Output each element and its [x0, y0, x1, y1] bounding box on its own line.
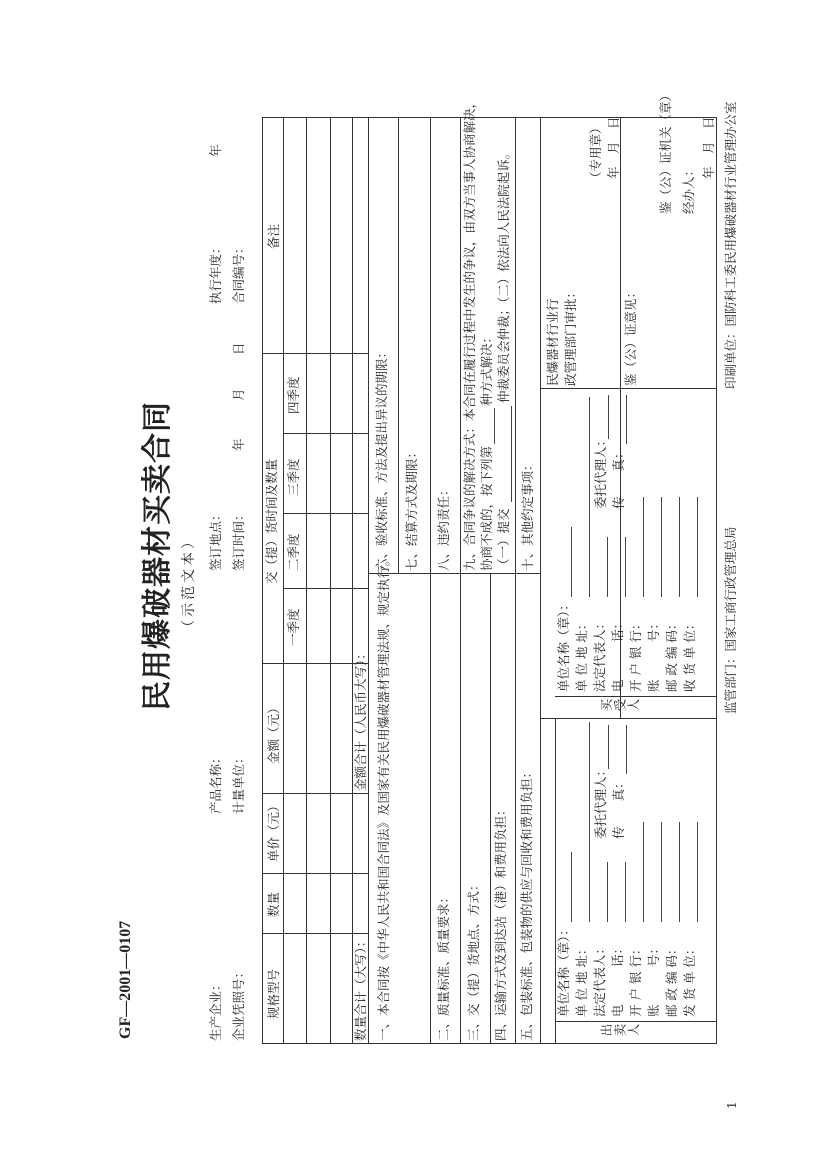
clause-4: 四、运输方式及到达站（港）和费用负担：	[493, 803, 508, 1041]
unit-label: 计量单位：	[231, 751, 246, 814]
clause-6: 六、验收标准、方法及提出异议的期限：	[374, 345, 389, 571]
col-remark: 备注	[266, 223, 281, 249]
seller-field-line	[571, 852, 572, 922]
clause-9-line-2a: 协商不成的，按下列第	[479, 445, 494, 571]
producer-label: 生产企业：	[208, 978, 223, 1041]
footer-supervisor: 监管部门：国家工商行政管理总局	[723, 526, 738, 714]
sign-place-label: 签订地点：	[208, 508, 223, 571]
buyer-field-line	[643, 497, 644, 597]
seller-field-label: 单位名称（章）：	[556, 923, 571, 1017]
buyer-field-label: 邮 政 编 码：	[664, 617, 679, 692]
seller-field-label: 电 话：	[610, 941, 625, 1017]
qty-total-label: 数量合计（大写）：	[353, 934, 368, 1041]
seller-field-line	[607, 862, 608, 922]
col-q4: 四季度	[286, 376, 301, 414]
sign-day: 日	[231, 342, 246, 355]
col-price: 单价（元）	[266, 799, 281, 862]
col-q1: 一季度	[286, 608, 301, 646]
verify-title: 鉴（公）证意见：	[623, 285, 638, 386]
buyer-label: 买受人	[600, 698, 641, 713]
buyer-field-line	[607, 537, 608, 597]
approval-line-2: 政管理部门审批：	[563, 285, 578, 386]
col-amount: 金额（元）	[266, 701, 281, 764]
clause-9-line-3a: （一）提交	[496, 508, 511, 571]
seller-field-line	[625, 862, 626, 922]
seller-field-label: 邮 政 编 码：	[664, 942, 679, 1017]
footer-printer: 印刷单位：国防科工委民用爆破器材行业管理办公室	[723, 101, 738, 389]
buyer-field-label: 单位名称（章）：	[556, 598, 571, 692]
seller-label: 出卖人	[600, 1023, 641, 1038]
clause-3: 三、交（提）货地点、方式：	[466, 878, 481, 1041]
buyer-field-label: 单 位 地 址：	[574, 617, 589, 692]
sign-month: 月	[231, 388, 246, 401]
verify-seal: 鉴（公）证机关（章）	[658, 88, 673, 214]
col-spec: 规格型号	[266, 968, 281, 1019]
seller-field-line	[589, 722, 590, 922]
buyer-field-label: 开 户 银 行：	[628, 617, 643, 692]
approval-date: 年 月 日	[606, 116, 621, 179]
license-label: 企业凭照号：	[231, 965, 246, 1041]
seller-field-line	[643, 822, 644, 922]
buyer-field-label: 收 货 单 位：	[682, 617, 697, 692]
page-title: 民用爆破器材买卖合同	[140, 401, 175, 711]
seller-field-line	[697, 822, 698, 922]
buyer-field-line	[589, 397, 590, 597]
buyer-field-label: 账 号：	[646, 616, 661, 692]
buyer-field-line	[697, 497, 698, 597]
exec-year-suffix: 年	[208, 144, 223, 157]
seller-field-label: 开 户 银 行：	[628, 942, 643, 1017]
clause-7: 七、结算方式及期限：	[404, 445, 419, 571]
seller-field-label: 单 位 地 址：	[574, 942, 589, 1017]
page-number: 1	[725, 1101, 739, 1109]
buyer-field-line	[679, 497, 680, 597]
buyer-field-line	[571, 527, 572, 597]
seller-field-label: 法定代表人：	[592, 941, 607, 1017]
buyer-field-label: 电 话：	[610, 616, 625, 692]
buyer-field-label: 法定代表人：	[592, 616, 607, 692]
approval-line-1: 民爆器材行业行	[545, 298, 560, 386]
seller-fax-label: 传 真：	[611, 776, 626, 839]
col-q2: 二季度	[286, 533, 301, 571]
clause-10: 十、其他约定事项：	[520, 458, 535, 571]
clause-9-line-1: 九、合同争议的解决方式：本合同在履行过程中发生的争议，由双方当事人协商解决，	[462, 95, 477, 571]
seller-field-line	[679, 822, 680, 922]
col-q3: 三季度	[286, 458, 301, 496]
buyer-field-line	[625, 537, 626, 597]
clause-9-line-3b: 仲裁委员会仲裁；（二）依法向人民法院起诉。	[496, 146, 511, 403]
col-delivery: 交（提）货时间及数量	[264, 458, 279, 584]
contract-no-label: 合同编号：	[231, 241, 246, 304]
verify-date: 年 月 日	[701, 116, 716, 179]
clause-5: 五、包装标准、包装物的供应与回收和费用负担：	[519, 765, 534, 1041]
approval-seal: （专用章）	[588, 121, 603, 184]
buyer-field-line	[661, 497, 662, 597]
col-qty: 数量	[266, 891, 281, 917]
clause-1: 一、本合同按《中华人民共和国合同法》及国家有关民用爆破器材管理法规、规定执行。	[376, 553, 391, 1041]
buyer-fax-label: 传 真：	[611, 446, 626, 509]
page-subtitle: （示范文本）	[181, 532, 197, 634]
amount-total-label: 金额合计（人民币大写）：	[353, 647, 368, 791]
seller-field-label: 账 号：	[646, 941, 661, 1017]
doc-code: GF—2001—0107	[117, 920, 134, 1039]
product-label: 产品名称：	[208, 751, 223, 814]
clause-8: 八、违约责任：	[436, 483, 451, 571]
verify-handler: 经办人：	[681, 163, 696, 214]
sign-year: 年	[231, 438, 246, 451]
exec-year-label: 执行年度：	[208, 241, 223, 304]
clause-2: 二、质量标准、质量要求：	[436, 890, 451, 1041]
seller-field-label: 发 货 单 位：	[682, 942, 697, 1017]
buyer-agent-label: 委托代理人：	[593, 433, 608, 509]
sign-time-label: 签订时间：	[231, 508, 246, 571]
clause-9-line-2b: 种方式解决：	[479, 330, 494, 406]
seller-agent-label: 委托代理人：	[593, 763, 608, 839]
seller-field-line	[661, 822, 662, 922]
